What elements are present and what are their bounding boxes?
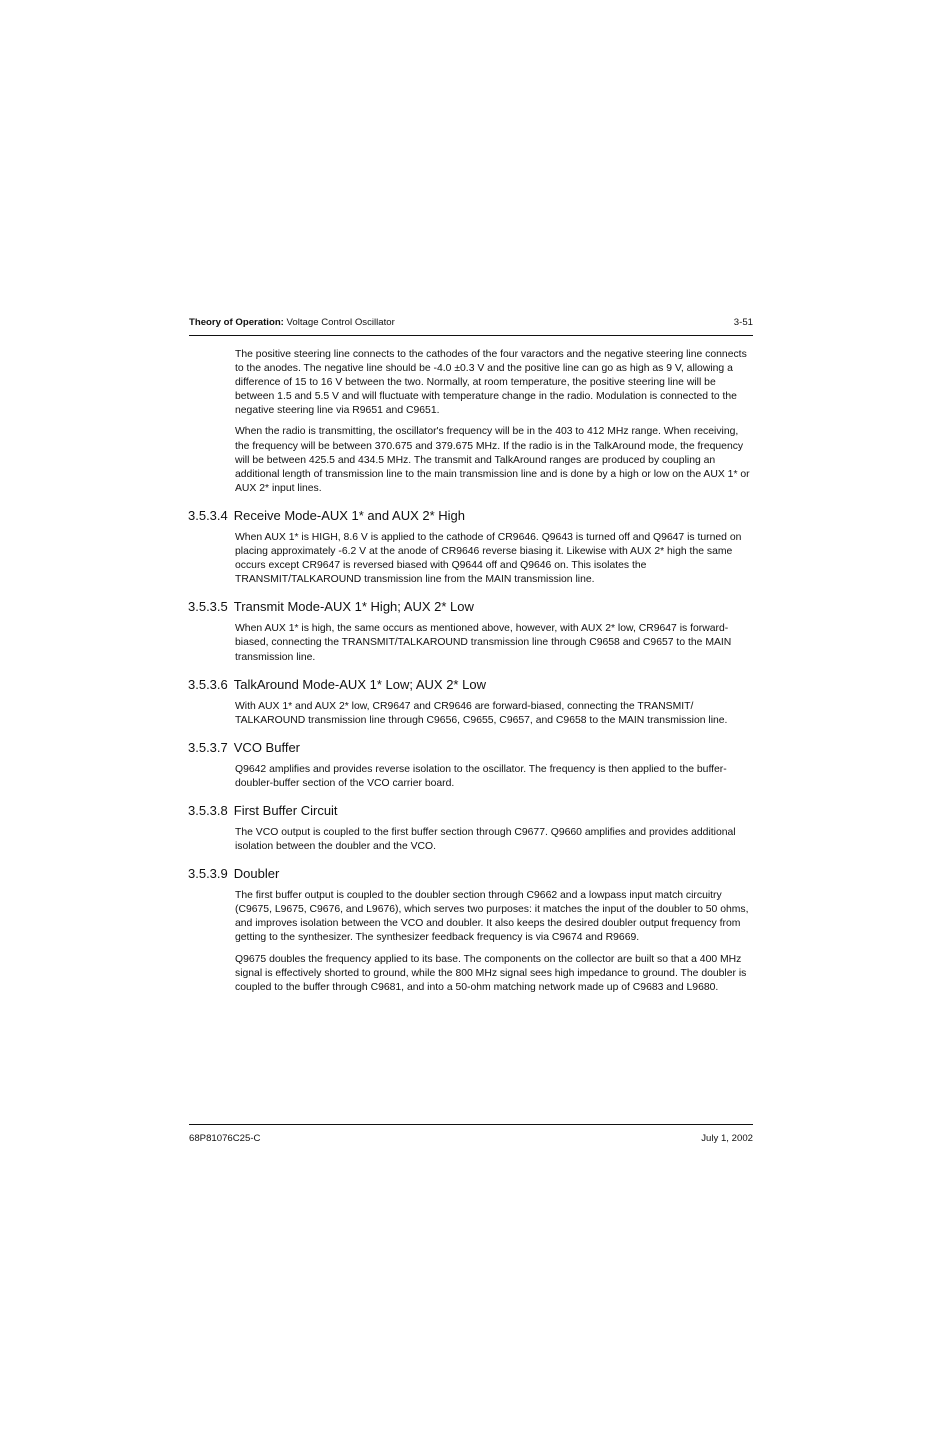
header-section-bold: Theory of Operation: [189,317,284,328]
section-title: TalkAround Mode-AUX 1* Low; AUX 2* Low [233,676,486,692]
section-heading [188,740,754,756]
footer-date: July 1, 2002 [701,1133,753,1144]
section-title: VCO Buffer [233,739,300,755]
paragraph: Q9675 doubles the frequency applied to its base. The components on the collector are built so that a 400 MHz signal is effectively shorted to ground, while the 800 MHz signal sees high impedance to ground. The doubler is coupled to the buffer through C9681, and into a 50-ohm matching network made up of C9683 and L9680. [235,953,747,993]
paragraph: The first buffer output is coupled to the doubler section through C9662 and a lowpass input match circuitry (C9675, L9675, C9676, and L9676), which serves two purposes: it matches the input of the doubler to 50 ohms, and improves isolation between the VCO and doubler. It also keeps the desired doubler output frequency from getting to the synthesizer. The synthesizer feedback frequency is via C9674 and R9669. [235,890,749,944]
section-number: 3.5.3.6 [188,676,228,692]
section-title: Doubler [233,866,280,882]
page-content [188,348,754,1002]
footer-rule [189,1124,753,1125]
section-heading [188,508,754,524]
section-title: Receive Mode-AUX 1* and AUX 2* High [233,507,465,523]
header-section-subtitle: Voltage Control Oscillator [286,317,395,328]
section-number: 3.5.3.4 [188,507,228,523]
section-title: First Buffer Circuit [233,802,338,818]
section-number: 3.5.3.5 [188,599,228,615]
section-number: 3.5.3.8 [188,802,228,818]
section-number: 3.5.3.9 [188,866,228,882]
paragraph: The positive steering line connects to the cathodes of the four varactors and the negative steering line connects to the anodes. The negative line should be -4.0 ±0.3 V and the positive line can go as high as 9 V, allowing a difference of 15 to 16 V between the two. Normally, at room temperature, the positive steering line will be between 1.5 and 5.5 V and will fluctuate with temperature change in the radio. Modulation is connected to the negative steering line via R9651 and C9651. [235,349,747,417]
footer-document-id: 68P81076C25-C [189,1133,261,1144]
paragraph: The VCO output is coupled to the first buffer section through C9677. Q9660 amplifies and provides additional isolation between the doubler and the VCO. [235,826,736,853]
paragraph: When the radio is transmitting, the oscillator's frequency will be in the 403 to 412 MHz range. When receiving, the frequency will be between 370.675 and 379.675 MHz. If the radio is in the TalkAround mode, the frequency will be between 425.5 and 434.5 MHz. The transmit and TalkAround ranges are produced by coupling an additional length of transmission line to the main transmission line and is done by a high or low on the AUX 1* or AUX 2* input lines. [235,426,750,494]
header-section-title [189,317,395,329]
paragraph: When AUX 1* is HIGH, 8.6 V is applied to the cathode of CR9646. Q9643 is turned off and Q9647 is turned on placing approximately -6.2 V at the anode of CR9646 reverse biasing it. Likewise with AUX 2* high the same occurs except CR9647 is reversed biased with Q9644 off and Q9646 on. This isolates the TRANSMIT/TALKAROUND transmission line from the MAIN transmission line. [235,531,742,586]
paragraph: When AUX 1* is high, the same occurs as mentioned above, however, with AUX 2* low, CR9647 is forward-biased, connecting the TRANSMIT/TALKAROUND transmission line through C9658 and C9657 to the MAIN transmission line. [235,623,732,663]
paragraph: Q9642 amplifies and provides reverse isolation to the oscillator. The frequency is then applied to the buffer-doubler-buffer section of the VCO carrier board. [235,763,727,789]
header-rule [189,335,753,336]
section-heading [188,677,754,693]
section-heading [188,866,754,882]
section-heading [188,599,754,615]
page-header [189,317,753,333]
section-number: 3.5.3.7 [188,739,228,755]
header-page-number: 3-51 [733,317,753,328]
section-heading [188,803,754,819]
paragraph: With AUX 1* and AUX 2* low, CR9647 and CR9646 are forward-biased, connecting the TRANSMIT/ TALKAROUND transmission line through C9656, C9655, C9657, and C9658 to the MAIN transmission line. [235,700,728,726]
section-title: Transmit Mode-AUX 1* High; AUX 2* Low [233,599,474,615]
